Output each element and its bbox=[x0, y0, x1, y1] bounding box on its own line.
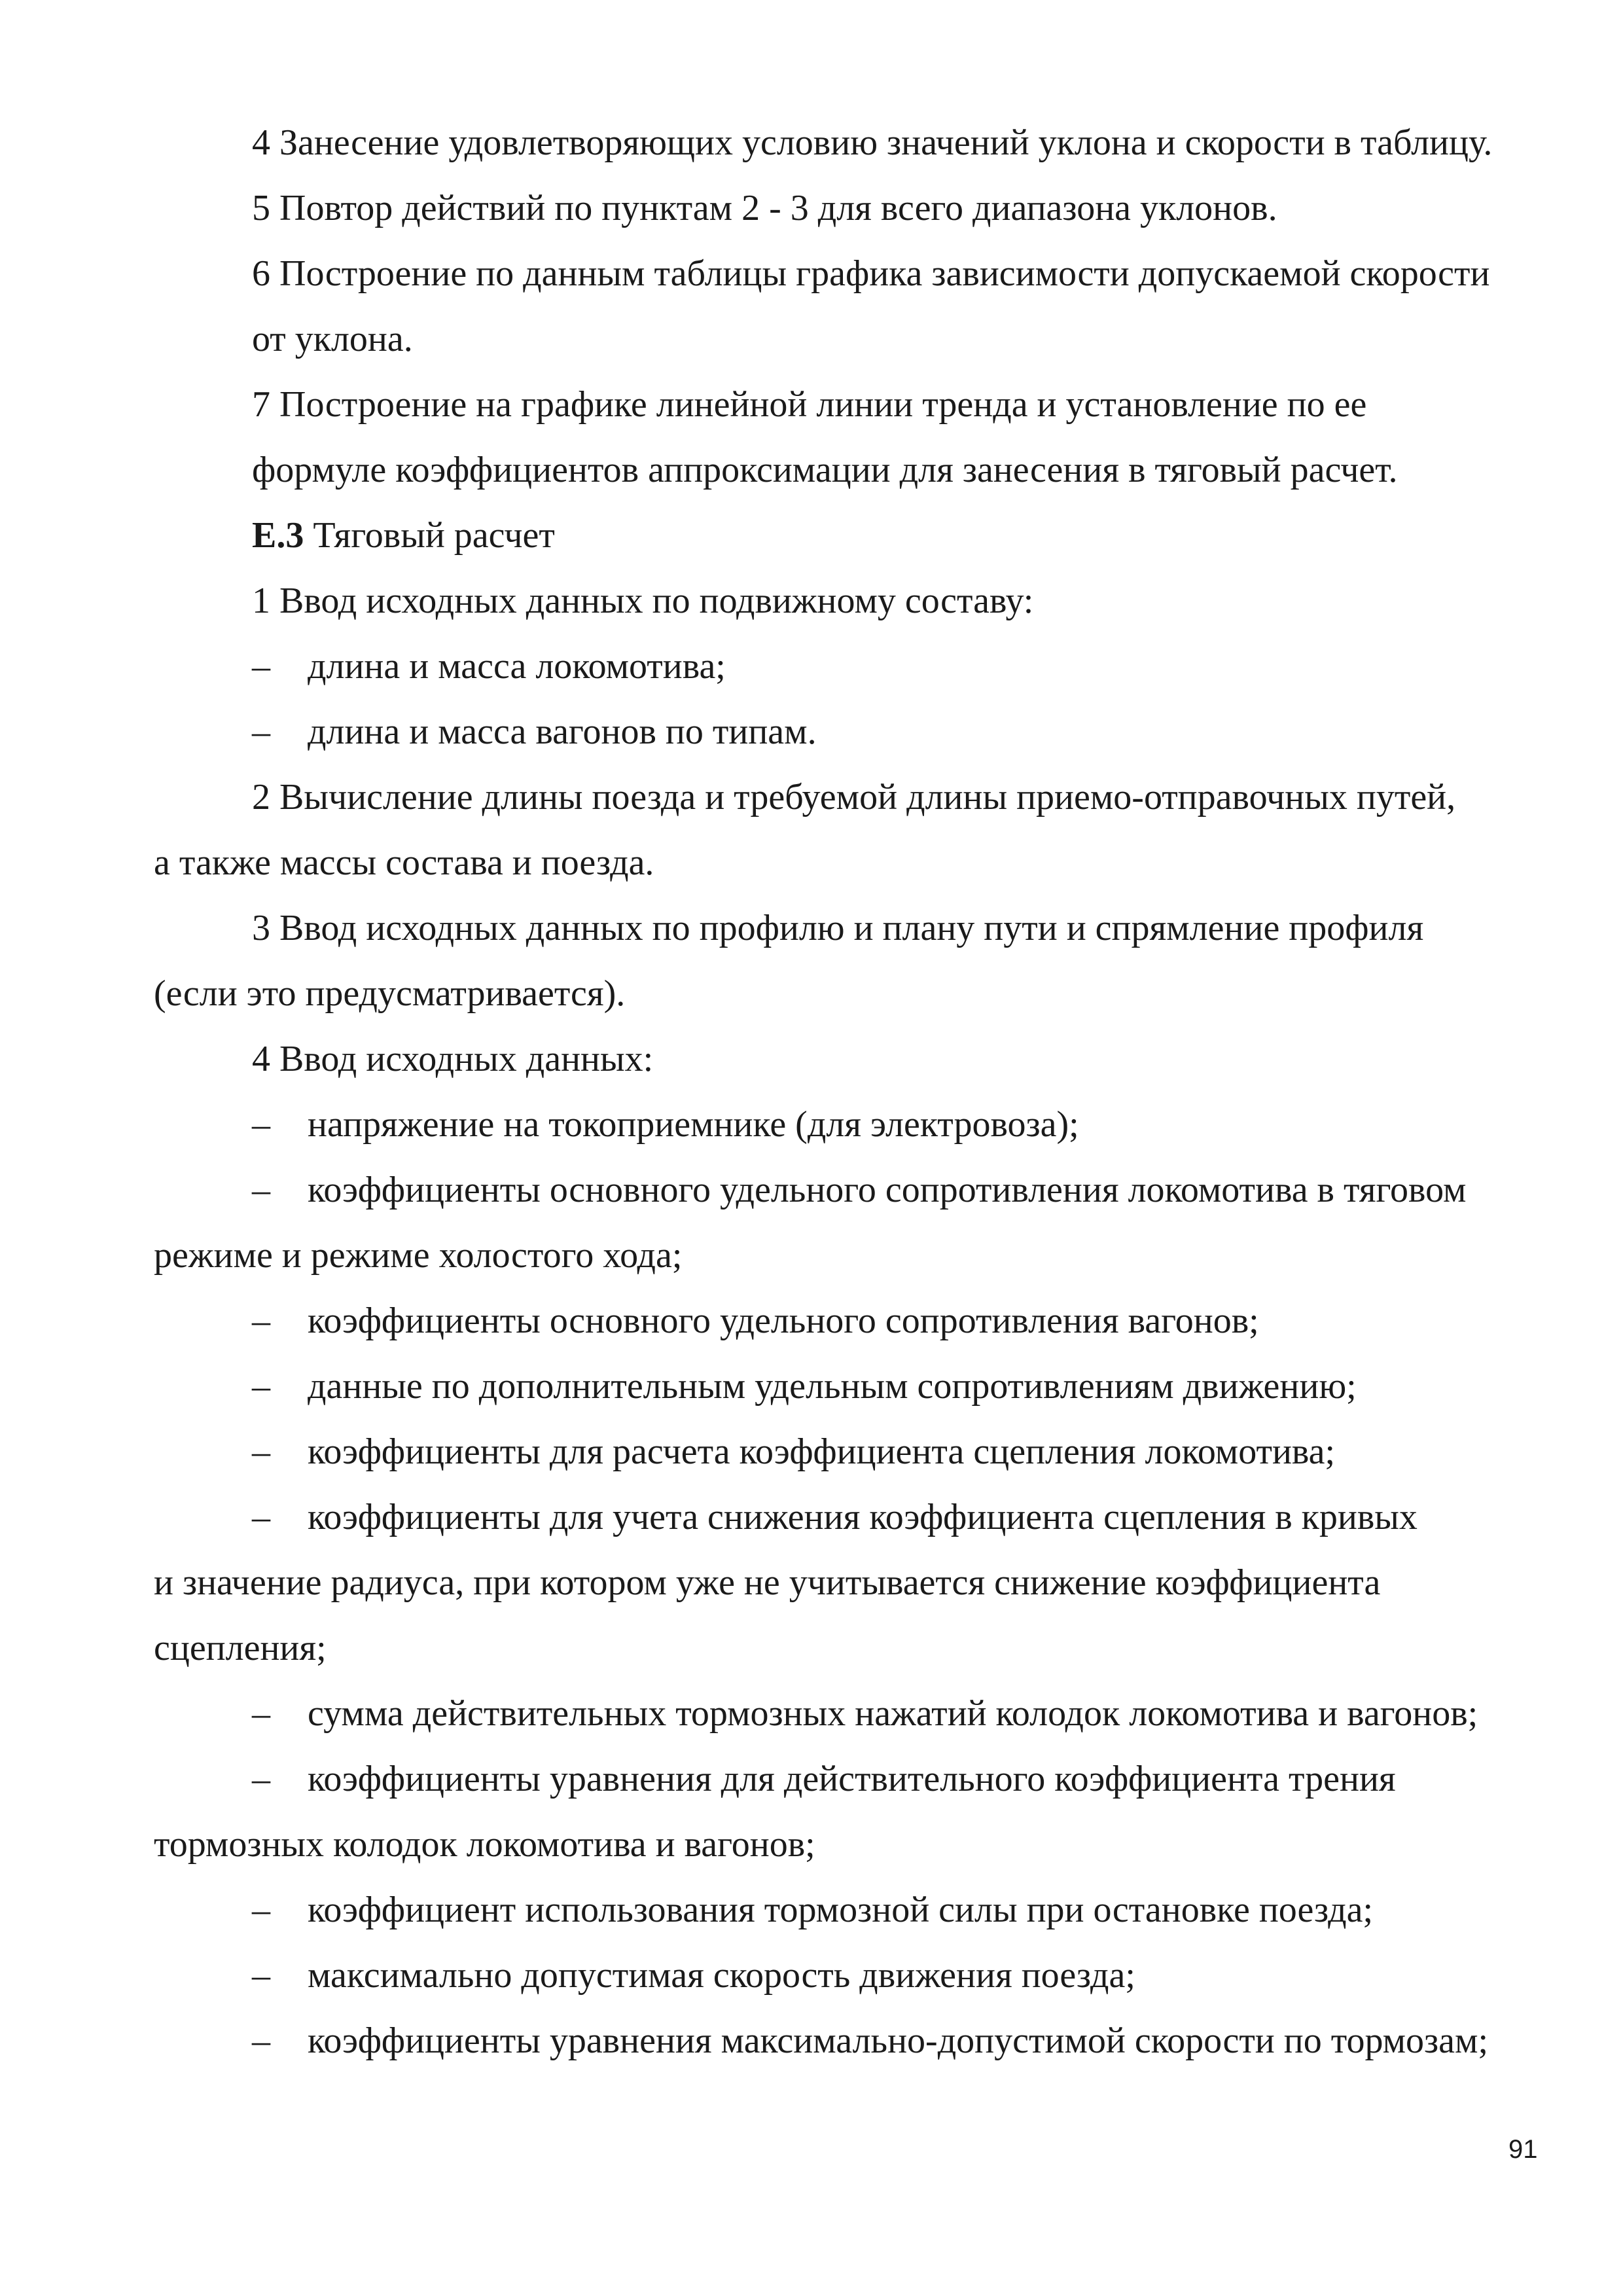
list-dash: – bbox=[252, 2020, 270, 2061]
list-item-continuation: и значение радиуса, при котором уже не учитывается снижение коэффициента bbox=[154, 1562, 1381, 1603]
list-item: напряжение на токоприемнике (для электровоза); bbox=[308, 1104, 1079, 1145]
list-item: коэффициенты уравнения для действительного коэффициента трения bbox=[308, 1759, 1396, 1799]
list-item-continuation: режиме и режиме холостого хода; bbox=[154, 1235, 683, 1276]
paragraph-line: от уклона. bbox=[252, 319, 413, 359]
list-item: коэффициенты основного удельного сопротивления вагонов; bbox=[308, 1300, 1259, 1341]
list-dash: – bbox=[252, 1104, 270, 1145]
list-dash: – bbox=[252, 711, 270, 752]
list-item: сумма действительных тормозных нажатий колодок локомотива и вагонов; bbox=[308, 1693, 1478, 1734]
paragraph-line: (если это предусматривается). bbox=[154, 973, 626, 1014]
list-item: данные по дополнительным удельным сопротивлениям движению; bbox=[308, 1366, 1357, 1407]
list-dash: – bbox=[252, 1759, 270, 1799]
paragraph-line: формуле коэффициентов аппроксимации для занесения в тяговый расчет. bbox=[252, 450, 1398, 490]
list-dash: – bbox=[252, 1366, 270, 1407]
list-item: максимально допустимая скорость движения поезда; bbox=[308, 1955, 1135, 1996]
list-item: коэффициенты основного удельного сопротивления локомотива в тяговом bbox=[308, 1170, 1467, 1210]
section-heading bbox=[252, 517, 555, 554]
list-dash: – bbox=[252, 1431, 270, 1472]
paragraph-line: 3 Ввод исходных данных по профилю и плану пути и спрямление профиля bbox=[252, 908, 1424, 948]
list-dash: – bbox=[252, 1497, 270, 1537]
paragraph-line: 1 Ввод исходных данных по подвижному составу: bbox=[252, 581, 1034, 621]
list-item: длина и масса локомотива; bbox=[308, 646, 726, 687]
list-item-continuation: тормозных колодок локомотива и вагонов; bbox=[154, 1824, 815, 1865]
list-item: коэффициенты уравнения максимально-допустимой скорости по тормозам; bbox=[308, 2020, 1489, 2061]
list-dash: – bbox=[252, 1693, 270, 1734]
list-item: коэффициенты для расчета коэффициента сцепления локомотива; bbox=[308, 1431, 1336, 1472]
paragraph-line: 7 Построение на графике линейной линии тренда и установление по ее bbox=[252, 384, 1367, 425]
list-item: коэффициенты для учета снижения коэффициента сцепления в кривых bbox=[308, 1497, 1418, 1537]
paragraph-line: 5 Повтор действий по пунктам 2 - 3 для всего диапазона уклонов. bbox=[252, 188, 1277, 228]
paragraph-line: 4 Ввод исходных данных: bbox=[252, 1039, 654, 1079]
section-number: Е.3 bbox=[252, 515, 304, 556]
list-dash: – bbox=[252, 1955, 270, 1996]
list-item: длина и масса вагонов по типам. bbox=[308, 711, 817, 752]
paragraph-line: 4 Занесение удовлетворяющих условию значений уклона и скорости в таблицу. bbox=[252, 122, 1493, 163]
list-dash: – bbox=[252, 646, 270, 687]
list-item: коэффициент использования тормозной силы при остановке поезда; bbox=[308, 1890, 1374, 1930]
list-dash: – bbox=[252, 1170, 270, 1210]
paragraph-line: 6 Построение по данным таблицы графика зависимости допускаемой скорости bbox=[252, 253, 1490, 294]
paragraph-line: а также массы состава и поезда. bbox=[154, 842, 654, 883]
list-dash: – bbox=[252, 1300, 270, 1341]
paragraph-line: 2 Вычисление длины поезда и требуемой длины приемо-отправочных путей, bbox=[252, 777, 1456, 817]
list-dash: – bbox=[252, 1890, 270, 1930]
section-title: Тяговый расчет bbox=[304, 515, 555, 556]
page-number: 91 bbox=[1508, 2135, 1538, 2164]
list-item-continuation: сцепления; bbox=[154, 1628, 327, 1668]
